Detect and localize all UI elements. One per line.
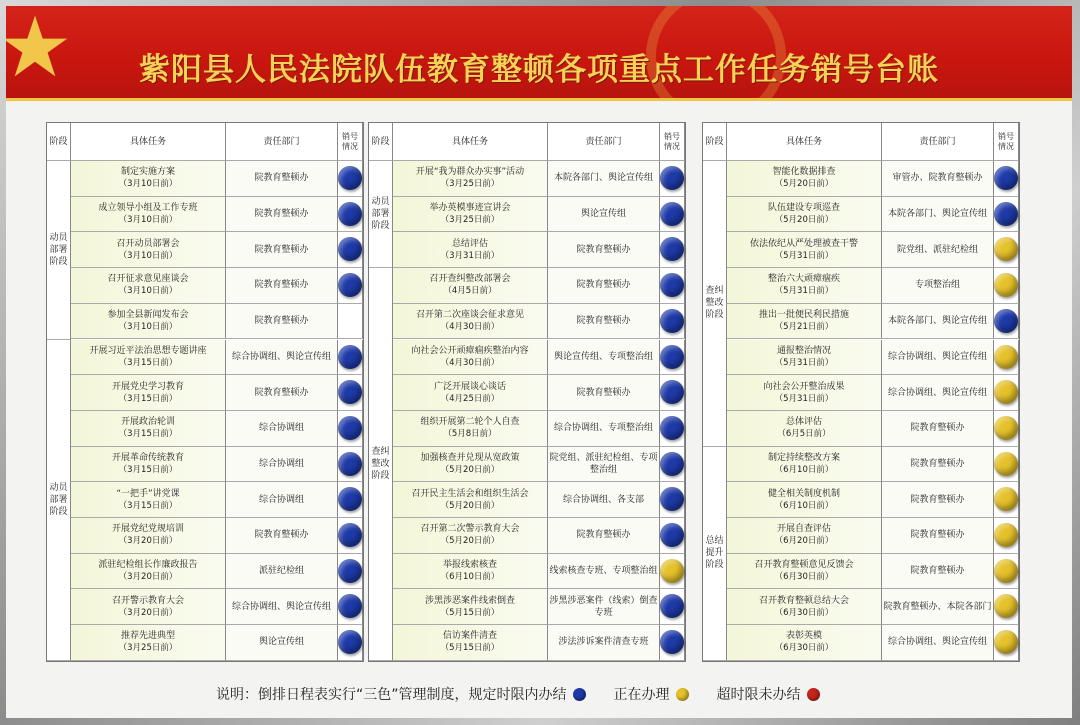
task-name: 整治六大顽瘴痼疾 xyxy=(767,274,840,285)
responsible-dept: 院教育整顿办 xyxy=(226,197,338,233)
status-magnet-blue xyxy=(660,166,684,190)
status-magnet-blue xyxy=(338,345,362,369)
status-magnet-blue xyxy=(338,559,362,583)
page-title: 紫阳县人民法院队伍教育整顿各项重点工作任务销号台账 xyxy=(139,52,939,88)
task-cell xyxy=(393,625,548,661)
task-deadline: （3月25日前） xyxy=(118,643,178,654)
status-cell xyxy=(660,447,685,483)
task-deadline: （5月8日前） xyxy=(443,429,497,440)
task-name: 召开动员部署会 xyxy=(116,238,180,249)
legend-overdue: 超时限未办结 xyxy=(716,687,801,703)
ledger-panel-1 xyxy=(46,122,364,662)
status-magnet-blue xyxy=(660,487,684,511)
task-deadline: （3月15日前） xyxy=(118,464,178,475)
task-cell xyxy=(71,625,226,661)
responsible-dept: 院教育整顿办 xyxy=(882,482,994,518)
status-magnet-yellow xyxy=(994,594,1018,618)
task-deadline: （5月20日前） xyxy=(440,536,500,547)
task-cell xyxy=(71,589,226,625)
legend xyxy=(216,682,848,706)
task-name: 加强核查并兑现从宽政策 xyxy=(420,452,520,463)
task-deadline: （3月10日前） xyxy=(118,250,178,261)
task-deadline: （6月10日前） xyxy=(440,572,500,583)
task-cell xyxy=(393,232,548,268)
task-name: 队伍建设专项巡查 xyxy=(767,203,840,214)
task-name: 派驻纪检组长作廉政报告 xyxy=(98,560,198,571)
status-cell xyxy=(338,554,363,590)
phase-label: 动员部署阶段 xyxy=(369,161,393,268)
status-cell xyxy=(338,625,363,661)
task-deadline: （6月30日前） xyxy=(774,607,834,618)
task-deadline: （3月15日前） xyxy=(118,429,178,440)
status-magnet-blue xyxy=(338,166,362,190)
task-name: 推荐先进典型 xyxy=(120,631,175,642)
task-cell xyxy=(393,411,548,447)
status-magnet-blue xyxy=(994,202,1018,226)
task-name: 召开查纠整改部署会 xyxy=(429,274,511,285)
task-name: 涉黑涉恶案件线索倒查 xyxy=(424,595,515,606)
phase-label: 总结提升阶段 xyxy=(703,447,727,661)
status-magnet-blue xyxy=(660,309,684,333)
task-cell xyxy=(71,375,226,411)
task-cell xyxy=(727,161,882,197)
task-cell xyxy=(71,304,226,340)
task-cell xyxy=(71,411,226,447)
status-magnet-blue xyxy=(338,594,362,618)
task-cell xyxy=(727,340,882,376)
task-name: 参加全县新闻发布会 xyxy=(107,310,189,321)
task-cell xyxy=(71,197,226,233)
status-magnet-yellow xyxy=(994,273,1018,297)
task-deadline: （3月15日前） xyxy=(118,357,178,368)
responsible-dept: 院教育整顿办 xyxy=(548,375,660,411)
responsible-dept: 院教育整顿办 xyxy=(882,518,994,554)
task-name: 召开警示教育大会 xyxy=(111,595,184,606)
responsible-dept: 综合协调组、各支部 xyxy=(548,482,660,518)
status-magnet-yellow xyxy=(994,416,1018,440)
task-cell xyxy=(727,268,882,304)
status-magnet-blue xyxy=(338,237,362,261)
responsible-dept: 综合协调组 xyxy=(226,482,338,518)
status-cell xyxy=(994,589,1019,625)
responsible-dept: 院教育整顿办 xyxy=(882,411,994,447)
responsible-dept: 派驻纪检组 xyxy=(226,554,338,590)
status-magnet-yellow xyxy=(994,452,1018,476)
status-cell xyxy=(660,340,685,376)
responsible-dept: 舆论宣传组 xyxy=(548,197,660,233)
task-cell xyxy=(71,518,226,554)
legend-blue-dot xyxy=(573,688,586,701)
responsible-dept: 院教育整顿办 xyxy=(548,232,660,268)
status-cell xyxy=(994,375,1019,411)
responsible-dept: 院教育整顿办 xyxy=(882,554,994,590)
task-name: 召开民主生活会和组织生活会 xyxy=(411,488,529,499)
status-magnet-blue xyxy=(660,630,684,654)
status-magnet-yellow xyxy=(660,559,684,583)
status-cell xyxy=(994,625,1019,661)
task-cell xyxy=(393,447,548,483)
task-name: 举办英模事迹宣讲会 xyxy=(429,203,511,214)
status-magnet-yellow xyxy=(994,237,1018,261)
task-cell xyxy=(393,161,548,197)
task-deadline: （3月15日前） xyxy=(118,393,178,404)
responsible-dept: 院教育整顿办 xyxy=(548,268,660,304)
phase-label: 动员部署阶段 xyxy=(47,161,71,340)
task-deadline: （5月21日前） xyxy=(774,322,834,333)
task-cell xyxy=(727,197,882,233)
task-name: 表彰英模 xyxy=(785,631,822,642)
task-deadline: （5月20日前） xyxy=(774,179,834,190)
task-cell xyxy=(393,482,548,518)
task-cell xyxy=(393,340,548,376)
responsible-dept: 综合协调组、舆论宣传组 xyxy=(882,625,994,661)
task-cell xyxy=(727,232,882,268)
legend-text: 说明：倒排日程表实行“三色”管理制度，规定时限内办结 xyxy=(216,687,567,703)
responsible-dept: 院党组、派驻纪检组 xyxy=(882,232,994,268)
status-cell xyxy=(338,411,363,447)
status-cell xyxy=(660,268,685,304)
task-name: 开展习近平法治思想专题讲座 xyxy=(89,345,207,356)
responsible-dept: 院教育整顿办 xyxy=(226,232,338,268)
task-cell xyxy=(727,518,882,554)
task-cell xyxy=(393,268,548,304)
responsible-dept: 院教育整顿办、本院各部门 xyxy=(882,589,994,625)
task-name: “一把手”讲党课 xyxy=(116,488,180,499)
task-deadline: （5月31日前） xyxy=(774,250,834,261)
responsible-dept: 院教育整顿办 xyxy=(548,304,660,340)
task-deadline: （3月15日前） xyxy=(118,500,178,511)
task-name: 开展自查评估 xyxy=(776,524,831,535)
task-deadline: （5月20日前） xyxy=(440,500,500,511)
status-cell xyxy=(338,197,363,233)
status-cell xyxy=(338,340,363,376)
header-task: 具体任务 xyxy=(71,123,226,161)
header-task: 具体任务 xyxy=(393,123,548,161)
task-name: 通报整治情况 xyxy=(776,345,831,356)
status-cell xyxy=(994,268,1019,304)
responsible-dept: 院党组、派驻纪检组、专项整治组 xyxy=(548,447,660,483)
status-magnet-blue xyxy=(338,452,362,476)
status-magnet-blue xyxy=(660,237,684,261)
task-deadline: （5月31日前） xyxy=(774,286,834,297)
legend-red-dot xyxy=(807,688,820,701)
status-magnet-blue xyxy=(660,452,684,476)
status-magnet-blue xyxy=(338,487,362,511)
status-cell xyxy=(994,411,1019,447)
status-magnet-blue xyxy=(660,273,684,297)
status-magnet-yellow xyxy=(994,523,1018,547)
task-deadline: （4月30日前） xyxy=(440,322,500,333)
task-deadline: （5月15日前） xyxy=(440,607,500,618)
status-magnet-yellow xyxy=(994,380,1018,404)
status-magnet-blue xyxy=(338,273,362,297)
task-name: 召开第二次警示教育大会 xyxy=(420,524,520,535)
task-cell xyxy=(727,554,882,590)
status-magnet-blue xyxy=(994,166,1018,190)
task-deadline: （5月20日前） xyxy=(440,464,500,475)
task-deadline: （5月15日前） xyxy=(440,643,500,654)
task-cell xyxy=(71,554,226,590)
task-name: 开展党纪党规培训 xyxy=(111,524,184,535)
responsible-dept: 专项整治组 xyxy=(882,268,994,304)
task-deadline: （3月10日前） xyxy=(118,215,178,226)
status-magnet-blue xyxy=(994,309,1018,333)
task-deadline: （4月25日前） xyxy=(440,393,500,404)
status-magnet-blue xyxy=(338,523,362,547)
task-cell xyxy=(393,518,548,554)
task-deadline: （3月10日前） xyxy=(118,179,178,190)
status-magnet-blue xyxy=(338,202,362,226)
task-cell xyxy=(71,232,226,268)
status-cell xyxy=(660,482,685,518)
status-magnet-yellow xyxy=(994,487,1018,511)
status-cell xyxy=(338,304,363,340)
status-cell xyxy=(994,232,1019,268)
task-deadline: （5月20日前） xyxy=(774,215,834,226)
task-cell xyxy=(393,304,548,340)
task-name: 信访案件清查 xyxy=(442,631,497,642)
status-magnet-blue xyxy=(338,630,362,654)
status-cell xyxy=(660,304,685,340)
responsible-dept: 综合协调组、舆论宣传组 xyxy=(226,340,338,376)
task-deadline: （6月5日前） xyxy=(777,429,831,440)
task-deadline: （4月5日前） xyxy=(443,286,497,297)
responsible-dept: 院教育整顿办 xyxy=(226,268,338,304)
task-name: 依法依纪从严处理被查干警 xyxy=(749,238,858,249)
board xyxy=(6,6,1072,718)
responsible-dept: 综合协调组、舆论宣传组 xyxy=(882,340,994,376)
responsible-dept: 涉黑涉恶案件（线索）倒查专班 xyxy=(548,589,660,625)
task-deadline: （6月10日前） xyxy=(774,500,834,511)
status-cell xyxy=(338,232,363,268)
task-name: 召开征求意见座谈会 xyxy=(107,274,189,285)
responsible-dept: 院教育整顿办 xyxy=(226,304,338,340)
task-cell xyxy=(71,161,226,197)
task-cell xyxy=(393,589,548,625)
header-dept: 责任部门 xyxy=(548,123,660,161)
task-deadline: （5月31日前） xyxy=(774,357,834,368)
phase-label: 查纠整改阶段 xyxy=(369,268,393,661)
responsible-dept: 综合协调组 xyxy=(226,411,338,447)
status-magnet-blue xyxy=(660,416,684,440)
task-deadline: （6月10日前） xyxy=(774,464,834,475)
status-cell xyxy=(660,375,685,411)
task-deadline: （3月10日前） xyxy=(118,286,178,297)
title-banner xyxy=(6,6,1072,98)
task-deadline: （6月30日前） xyxy=(774,643,834,654)
status-cell xyxy=(994,482,1019,518)
status-magnet-blue xyxy=(660,380,684,404)
status-magnet-blue xyxy=(338,380,362,404)
status-cell xyxy=(338,268,363,304)
task-name: 举报线索核查 xyxy=(442,560,497,571)
task-name: 组织开展第二轮个人自查 xyxy=(420,417,520,428)
task-deadline: （6月30日前） xyxy=(774,572,834,583)
phase-label: 动员部署阶段 xyxy=(47,340,71,661)
status-cell xyxy=(994,554,1019,590)
status-cell xyxy=(994,304,1019,340)
responsible-dept: 综合协调组、舆论宣传组 xyxy=(226,589,338,625)
task-cell xyxy=(727,625,882,661)
task-name: 总结评估 xyxy=(451,238,488,249)
task-cell xyxy=(727,411,882,447)
status-cell xyxy=(660,197,685,233)
status-cell xyxy=(660,161,685,197)
task-deadline: （3月10日前） xyxy=(118,322,178,333)
task-cell xyxy=(393,375,548,411)
responsible-dept: 舆论宣传组、专项整治组 xyxy=(548,340,660,376)
task-deadline: （3月31日前） xyxy=(440,250,500,261)
status-cell xyxy=(338,589,363,625)
responsible-dept: 院教育整顿办 xyxy=(882,447,994,483)
task-name: 健全相关制度机制 xyxy=(767,488,840,499)
header-phase: 阶段 xyxy=(47,123,71,161)
task-name: 总体评估 xyxy=(785,417,822,428)
task-name: 向社会公开顽瘴痼疾整治内容 xyxy=(411,345,529,356)
status-cell xyxy=(994,447,1019,483)
legend-yellow-dot xyxy=(676,688,689,701)
responsible-dept: 院教育整顿办 xyxy=(548,518,660,554)
header-status: 销号情况 xyxy=(660,123,685,161)
task-cell xyxy=(71,340,226,376)
header-phase: 阶段 xyxy=(369,123,393,161)
responsible-dept: 舆论宣传组 xyxy=(226,625,338,661)
task-name: 召开教育整顿总结大会 xyxy=(758,595,849,606)
responsible-dept: 本院各部门、舆论宣传组 xyxy=(882,304,994,340)
status-cell xyxy=(338,375,363,411)
task-cell xyxy=(393,197,548,233)
status-cell xyxy=(338,518,363,554)
status-magnet-blue xyxy=(660,523,684,547)
task-name: 开展党史学习教育 xyxy=(111,381,184,392)
task-name: 广泛开展谈心谈话 xyxy=(433,381,506,392)
status-cell xyxy=(660,554,685,590)
responsible-dept: 审管办、院教育整顿办 xyxy=(882,161,994,197)
task-name: 召开第二次座谈会征求意见 xyxy=(415,310,524,321)
task-name: 推出一批便民利民措施 xyxy=(758,310,849,321)
task-deadline: （3月20日前） xyxy=(118,572,178,583)
status-magnet-yellow xyxy=(994,559,1018,583)
responsible-dept: 综合协调组、专项整治组 xyxy=(548,411,660,447)
header-dept: 责任部门 xyxy=(226,123,338,161)
header-dept: 责任部门 xyxy=(882,123,994,161)
status-cell xyxy=(660,411,685,447)
responsible-dept: 综合协调组、舆论宣传组 xyxy=(882,375,994,411)
task-cell xyxy=(71,482,226,518)
task-name: 成立领导小组及工作专班 xyxy=(98,203,198,214)
task-name: 开展政治轮训 xyxy=(120,417,175,428)
status-cell xyxy=(994,161,1019,197)
task-name: 制定实施方案 xyxy=(120,167,175,178)
responsible-dept: 涉法涉诉案件清查专班 xyxy=(548,625,660,661)
header-phase: 阶段 xyxy=(703,123,727,161)
responsible-dept: 综合协调组 xyxy=(226,447,338,483)
task-deadline: （3月25日前） xyxy=(440,215,500,226)
responsible-dept: 院教育整顿办 xyxy=(226,161,338,197)
responsible-dept: 线索核查专班、专项整治组 xyxy=(548,554,660,590)
status-magnet-blue xyxy=(660,345,684,369)
task-name: 向社会公开整治成果 xyxy=(763,381,845,392)
status-cell xyxy=(994,197,1019,233)
status-cell xyxy=(660,589,685,625)
task-deadline: （4月30日前） xyxy=(440,357,500,368)
task-cell xyxy=(393,554,548,590)
header-status: 销号情况 xyxy=(994,123,1019,161)
task-name: 召开教育整顿意见反馈会 xyxy=(754,560,854,571)
status-magnet-blue xyxy=(660,202,684,226)
task-cell xyxy=(727,447,882,483)
task-cell xyxy=(727,375,882,411)
task-deadline: （3月20日前） xyxy=(118,536,178,547)
status-cell xyxy=(660,232,685,268)
legend-in-progress: 正在办理 xyxy=(613,687,670,703)
status-magnet-yellow xyxy=(994,630,1018,654)
task-name: 开展“我为群众办实事”活动 xyxy=(415,167,525,178)
status-magnet-blue xyxy=(338,416,362,440)
task-deadline: （6月20日前） xyxy=(774,536,834,547)
banner-stripe xyxy=(6,98,1072,101)
status-cell xyxy=(338,482,363,518)
task-deadline: （3月20日前） xyxy=(118,607,178,618)
task-deadline: （3月25日前） xyxy=(440,179,500,190)
header-task: 具体任务 xyxy=(727,123,882,161)
status-magnet-blue xyxy=(660,594,684,618)
responsible-dept: 本院各部门、舆论宣传组 xyxy=(882,197,994,233)
status-cell xyxy=(994,340,1019,376)
status-cell xyxy=(660,625,685,661)
task-cell xyxy=(727,589,882,625)
task-cell xyxy=(71,268,226,304)
ledger-panel-3 xyxy=(702,122,1020,662)
responsible-dept: 本院各部门、舆论宣传组 xyxy=(548,161,660,197)
task-name: 制定持续整改方案 xyxy=(767,452,840,463)
task-cell xyxy=(727,482,882,518)
phase-label: 查纠整改阶段 xyxy=(703,161,727,447)
ledger-panel-2 xyxy=(368,122,686,662)
status-cell xyxy=(994,518,1019,554)
responsible-dept: 院教育整顿办 xyxy=(226,375,338,411)
status-cell xyxy=(660,518,685,554)
task-name: 开展革命传统教育 xyxy=(111,452,184,463)
status-cell xyxy=(338,447,363,483)
task-deadline: （5月31日前） xyxy=(774,393,834,404)
status-magnet-yellow xyxy=(994,345,1018,369)
task-cell xyxy=(727,304,882,340)
status-cell xyxy=(338,161,363,197)
responsible-dept: 院教育整顿办 xyxy=(226,518,338,554)
header-status: 销号情况 xyxy=(338,123,363,161)
task-cell xyxy=(71,447,226,483)
task-name: 智能化数据排查 xyxy=(772,167,836,178)
